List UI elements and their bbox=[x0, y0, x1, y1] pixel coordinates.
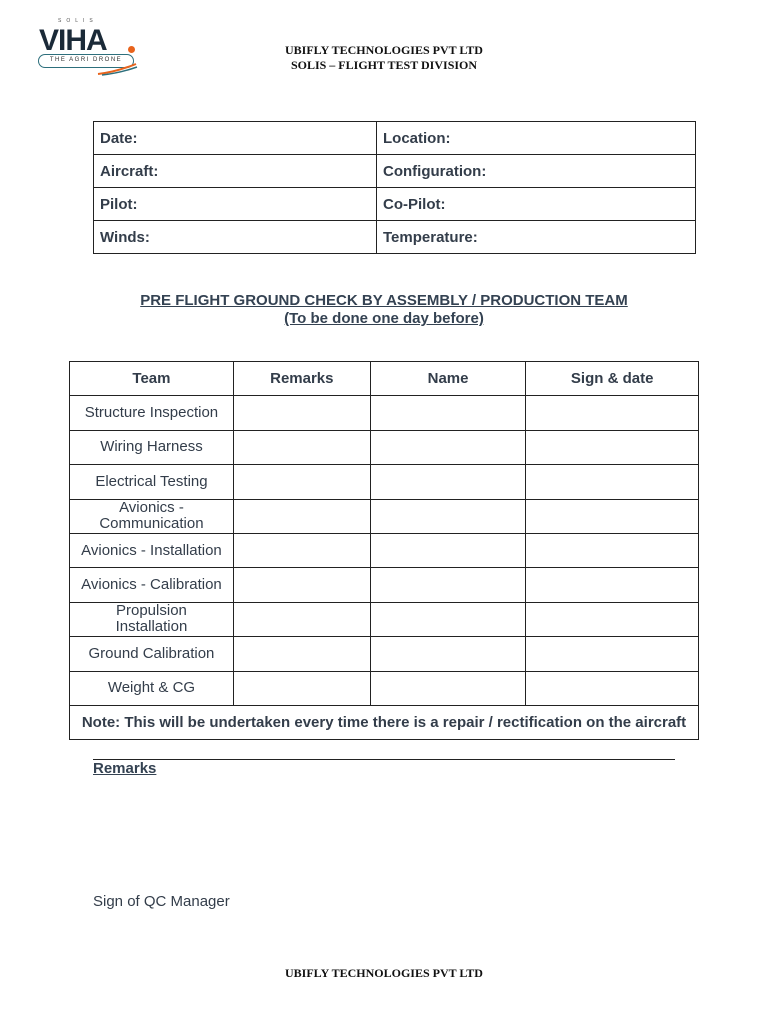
division-name: SOLIS – FLIGHT TEST DIVISION bbox=[290, 58, 478, 72]
team-cell: Ground Calibration bbox=[70, 637, 234, 671]
team-cell: Avionics - Communication bbox=[70, 499, 234, 533]
sign-date-cell[interactable] bbox=[526, 602, 699, 636]
logo-swoosh-icon bbox=[96, 62, 138, 76]
note-text: Note: This will be undertaken every time there is a repair / rectification on the aircraft bbox=[70, 705, 699, 739]
remarks-cell[interactable] bbox=[233, 465, 370, 499]
logo-dot bbox=[128, 46, 135, 53]
sign-date-cell[interactable] bbox=[526, 396, 699, 430]
team-cell: Structure Inspection bbox=[70, 396, 234, 430]
pilot-field[interactable]: Pilot: bbox=[94, 188, 377, 221]
sign-date-cell[interactable] bbox=[526, 637, 699, 671]
name-cell[interactable] bbox=[370, 396, 526, 430]
flight-info-table bbox=[93, 121, 696, 254]
sign-date-cell[interactable] bbox=[526, 465, 699, 499]
location-field[interactable]: Location: bbox=[377, 122, 696, 155]
winds-field[interactable]: Winds: bbox=[94, 221, 377, 254]
table-row bbox=[70, 430, 699, 464]
remarks-cell[interactable] bbox=[233, 533, 370, 567]
sign-date-cell[interactable] bbox=[526, 671, 699, 705]
sign-date-cell[interactable] bbox=[526, 533, 699, 567]
note-row bbox=[70, 705, 699, 739]
info-row bbox=[94, 155, 696, 188]
remarks-cell[interactable] bbox=[233, 499, 370, 533]
info-row bbox=[94, 188, 696, 221]
remarks-cell[interactable] bbox=[233, 671, 370, 705]
table-row bbox=[70, 568, 699, 602]
team-cell: Avionics - Installation bbox=[70, 533, 234, 567]
name-cell[interactable] bbox=[370, 637, 526, 671]
section-title: PRE FLIGHT GROUND CHECK BY ASSEMBLY / PRODUCTION TEAM bbox=[140, 292, 628, 309]
document-footer: UBIFLY TECHNOLOGIES PVT LTD bbox=[285, 966, 483, 980]
name-cell[interactable] bbox=[370, 499, 526, 533]
remarks-label: Remarks bbox=[93, 760, 157, 777]
team-cell: Propulsion Installation bbox=[70, 602, 234, 636]
sign-date-cell[interactable] bbox=[526, 499, 699, 533]
aircraft-field[interactable]: Aircraft: bbox=[94, 155, 377, 188]
team-cell: Wiring Harness bbox=[70, 430, 234, 464]
name-cell[interactable] bbox=[370, 430, 526, 464]
company-name: UBIFLY TECHNOLOGIES PVT LTD bbox=[285, 43, 483, 57]
divider bbox=[93, 759, 675, 760]
info-row bbox=[94, 122, 696, 155]
logo-subtitle: THE AGRI DRONE bbox=[38, 54, 134, 68]
co-pilot-field[interactable]: Co-Pilot: bbox=[377, 188, 696, 221]
temperature-field[interactable]: Temperature: bbox=[377, 221, 696, 254]
table-row bbox=[70, 602, 699, 636]
table-header-row bbox=[70, 362, 699, 396]
table-row bbox=[70, 465, 699, 499]
viha-logo bbox=[36, 18, 140, 76]
qc-manager-sign-label: Sign of QC Manager bbox=[93, 893, 230, 910]
col-header-team: Team bbox=[70, 362, 234, 396]
name-cell[interactable] bbox=[370, 533, 526, 567]
remarks-cell[interactable] bbox=[233, 568, 370, 602]
col-header-remarks: Remarks bbox=[233, 362, 370, 396]
table-row bbox=[70, 533, 699, 567]
remarks-cell[interactable] bbox=[233, 602, 370, 636]
remarks-cell[interactable] bbox=[233, 637, 370, 671]
table-row bbox=[70, 671, 699, 705]
sign-date-cell[interactable] bbox=[526, 568, 699, 602]
remarks-cell[interactable] bbox=[233, 396, 370, 430]
ground-check-table bbox=[69, 361, 699, 740]
logo-tagline: SOLIS bbox=[58, 18, 98, 24]
table-row bbox=[70, 499, 699, 533]
name-cell[interactable] bbox=[370, 602, 526, 636]
table-row bbox=[70, 396, 699, 430]
col-header-name: Name bbox=[370, 362, 526, 396]
name-cell[interactable] bbox=[370, 465, 526, 499]
info-row bbox=[94, 221, 696, 254]
section-subtitle: (To be done one day before) bbox=[284, 310, 484, 327]
team-cell: Avionics - Calibration bbox=[70, 568, 234, 602]
date-field[interactable]: Date: bbox=[94, 122, 377, 155]
name-cell[interactable] bbox=[370, 568, 526, 602]
name-cell[interactable] bbox=[370, 671, 526, 705]
col-header-sign-date: Sign & date bbox=[526, 362, 699, 396]
team-cell: Weight & CG bbox=[70, 671, 234, 705]
configuration-field[interactable]: Configuration: bbox=[377, 155, 696, 188]
logo-brand: VIHA bbox=[39, 24, 107, 57]
remarks-cell[interactable] bbox=[233, 430, 370, 464]
team-cell: Electrical Testing bbox=[70, 465, 234, 499]
table-row bbox=[70, 637, 699, 671]
sign-date-cell[interactable] bbox=[526, 430, 699, 464]
document-header bbox=[234, 43, 534, 73]
